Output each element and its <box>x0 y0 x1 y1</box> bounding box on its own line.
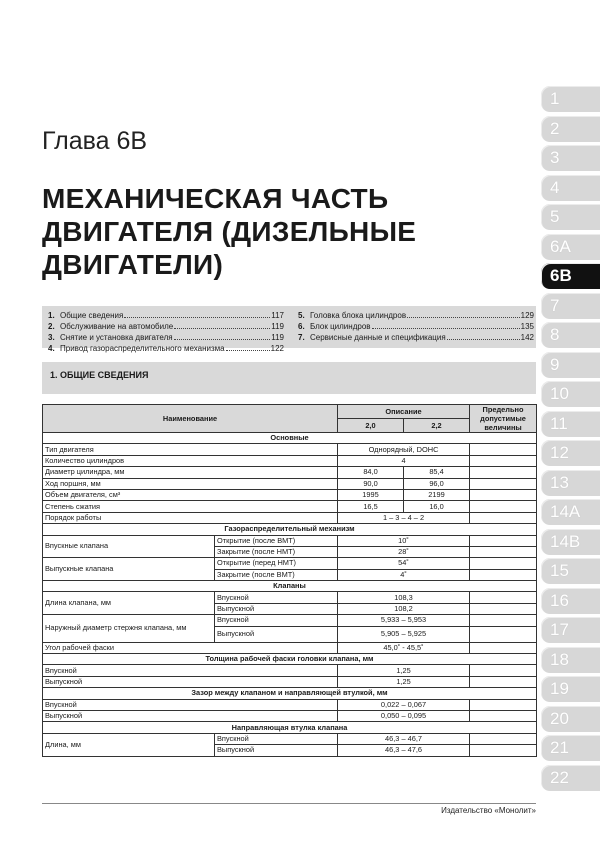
table-cell <box>470 710 537 721</box>
chapter-tab-label: 18 <box>550 649 569 669</box>
table-cell: 84,0 <box>338 467 404 478</box>
table-cell: Впускной <box>215 615 338 626</box>
chapter-tab-5[interactable] <box>541 204 600 230</box>
table-row <box>43 642 537 653</box>
table-cell: 108,2 <box>338 603 470 614</box>
title-line-1: МЕХАНИЧЕСКАЯ ЧАСТЬ <box>42 183 389 214</box>
table-cell <box>470 455 537 466</box>
table-cell <box>470 478 537 489</box>
table-cell: Степень сжатия <box>43 501 338 512</box>
table-cell <box>470 745 537 756</box>
toc-item[interactable]: 4. Привод газораспределительного механизма 122 <box>48 344 284 353</box>
table-cell: 108,3 <box>338 592 470 603</box>
table-cell: Выпускной <box>43 710 338 721</box>
table-cell: Однорядный, DOHC <box>338 444 470 455</box>
table-row <box>43 455 537 466</box>
table-row <box>43 592 537 603</box>
group-row <box>43 722 537 733</box>
table-cell: 4˚ <box>338 569 470 580</box>
table-cell: Впускной <box>43 665 338 676</box>
table-cell <box>470 642 537 653</box>
table-cell: 16,0 <box>404 501 470 512</box>
table-cell: Выпускной <box>215 626 338 642</box>
table-cell: Клапаны <box>43 581 537 592</box>
table-cell <box>470 569 537 580</box>
chapter-tab-label: 8 <box>550 325 560 344</box>
chapter-tab-label: 6A <box>550 236 571 256</box>
table-cell: Основные <box>43 433 537 444</box>
table-cell <box>470 676 537 687</box>
table-cell: Впускные клапана <box>43 535 215 558</box>
chapter-tab-3[interactable] <box>541 145 600 171</box>
table-cell: 85,4 <box>404 467 470 478</box>
chapter-tab-13[interactable] <box>541 470 600 496</box>
table-cell <box>470 489 537 500</box>
chapter-tab-label: 12 <box>550 443 569 462</box>
table-cell: 0,050 – 0,095 <box>338 710 470 721</box>
table-cell: 1,25 <box>338 665 470 676</box>
table-row <box>43 501 537 512</box>
chapter-tab-label: 6B <box>550 266 572 285</box>
chapter-tab-label: 14B <box>550 531 581 551</box>
publisher-footer: Издательство «Монолит» <box>441 806 536 815</box>
chapter-tab-label: 2 <box>550 118 560 138</box>
table-cell <box>470 512 537 523</box>
table-cell <box>470 444 537 455</box>
table-cell: Выпускной <box>215 745 338 756</box>
group-row <box>43 688 537 699</box>
chapter-tab-9[interactable] <box>541 352 600 378</box>
chapter-tab-22[interactable] <box>541 765 600 791</box>
table-cell <box>470 699 537 710</box>
chapter-tab-label: 13 <box>550 472 569 492</box>
table-cell: 90,0 <box>338 478 404 489</box>
table-cell: 2199 <box>404 489 470 500</box>
toc-item[interactable]: 6. Блок цилиндров 135 <box>298 322 534 331</box>
table-cell: Объем двигателя, см³ <box>43 489 338 500</box>
toc-item[interactable]: 7. Сервисные данные и спецификация 142 <box>298 333 534 342</box>
table-cell: Впускной <box>215 592 338 603</box>
table-cell <box>470 467 537 478</box>
table-cell: Зазор между клапаном и направляющей втулкой, мм <box>43 688 537 699</box>
table-cell: 46,3 – 46,7 <box>338 733 470 744</box>
chapter-tab-15[interactable] <box>541 558 600 584</box>
table-cell: Длина клапана, мм <box>43 592 215 615</box>
chapter-tab-20[interactable] <box>541 706 600 732</box>
table-row <box>43 710 537 721</box>
table-header-row <box>43 405 537 419</box>
table-cell <box>470 615 537 626</box>
chapter-tab-10[interactable] <box>541 381 600 407</box>
chapter-tab-6b[interactable] <box>541 263 600 289</box>
table-cell: Впускной <box>215 733 338 744</box>
chapter-tab-label: 21 <box>550 738 569 757</box>
title-line-2: ДВИГАТЕЛЯ (ДИЗЕЛЬНЫЕ <box>42 216 417 247</box>
table-cell <box>470 603 537 614</box>
table-cell <box>470 592 537 603</box>
table-row <box>43 615 537 626</box>
table-cell: 0,022 – 0,067 <box>338 699 470 710</box>
chapter-tab-1[interactable] <box>541 86 600 112</box>
table-cell: Открытие (после ВМТ) <box>215 535 338 546</box>
table-cell: 96,0 <box>404 478 470 489</box>
table-cell: 54˚ <box>338 558 470 569</box>
chapter-tab-label: 19 <box>550 679 569 698</box>
table-row <box>43 733 537 744</box>
table-cell: Выпускной <box>43 676 338 687</box>
table-cell: Ход поршня, мм <box>43 478 338 489</box>
table-row <box>43 512 537 523</box>
chapter-tab-4[interactable] <box>541 175 600 201</box>
table-row <box>43 535 537 546</box>
chapter-tab-label: 1 <box>550 89 560 108</box>
chapter-tab-label: 17 <box>550 620 569 639</box>
table-cell <box>470 535 537 546</box>
group-row <box>43 524 537 535</box>
chapter-tab-label: 14A <box>550 502 581 521</box>
table-cell: Закрытие (после НМТ) <box>215 546 338 557</box>
chapter-tab-16[interactable] <box>541 588 600 614</box>
table-cell: 1995 <box>338 489 404 500</box>
chapter-tab-label: 16 <box>550 590 569 610</box>
section-header <box>42 362 536 394</box>
header-2-2: 2,2 <box>404 419 470 433</box>
table-cell: 4 <box>338 455 470 466</box>
table-cell <box>470 665 537 676</box>
chapter-tab-label: 22 <box>550 767 569 787</box>
chapter-tab-6a[interactable] <box>541 234 600 260</box>
table-cell: Наружный диаметр стержня клапана, мм <box>43 615 215 642</box>
table-cell <box>470 626 537 642</box>
header-limit: Предельно допустимые величины <box>470 405 537 433</box>
chapter-tab-14b[interactable] <box>541 529 600 555</box>
chapter-heading: Глава 6В <box>42 127 148 155</box>
section-title: 1. ОБЩИЕ СВЕДЕНИЯ <box>50 370 149 380</box>
table-cell: 28˚ <box>338 546 470 557</box>
header-2-0: 2,0 <box>338 419 404 433</box>
chapter-tab-12[interactable] <box>541 440 600 466</box>
chapter-tab-label: 4 <box>550 177 560 197</box>
table-cell: 45,0˚ - 45,5˚ <box>338 642 470 653</box>
table-of-contents <box>42 306 536 353</box>
table-cell: 1,25 <box>338 676 470 687</box>
table-cell: 5,933 – 5,953 <box>338 615 470 626</box>
table-cell: Порядок работы <box>43 512 338 523</box>
table-cell <box>470 733 537 744</box>
table-cell: 46,3 – 47,6 <box>338 745 470 756</box>
table-row <box>43 489 537 500</box>
table-cell: Диаметр цилиндра, мм <box>43 467 338 478</box>
chapter-tab-2[interactable] <box>541 116 600 142</box>
chapter-tab-label: 7 <box>550 295 560 315</box>
table-cell: Тип двигателя <box>43 444 338 455</box>
table-cell: Направляющая втулка клапана <box>43 722 537 733</box>
table-cell: Впускной <box>43 699 338 710</box>
table-cell: Угол рабочей фаски <box>43 642 338 653</box>
header-name: Наименование <box>43 405 338 433</box>
table-cell: Количество цилиндров <box>43 455 338 466</box>
table-cell: Открытие (перед НМТ) <box>215 558 338 569</box>
chapter-tab-label: 20 <box>550 708 569 728</box>
table-cell: Закрытие (после ВМТ) <box>215 569 338 580</box>
toc-column-left <box>48 309 284 353</box>
group-row <box>43 433 537 444</box>
table-cell <box>470 546 537 557</box>
table-row <box>43 558 537 569</box>
table-row <box>43 699 537 710</box>
toc-item[interactable]: 3. Снятие и установка двигателя 119 <box>48 333 284 342</box>
chapter-tab-8[interactable] <box>541 322 600 348</box>
table-row <box>43 444 537 455</box>
chapter-tab-label: 9 <box>550 354 560 374</box>
table-cell: 1 – 3 – 4 – 2 <box>338 512 470 523</box>
chapter-tab-17[interactable] <box>541 617 600 643</box>
table-cell: Газораспределительный механизм <box>43 524 537 535</box>
table-cell: 16,5 <box>338 501 404 512</box>
table-cell: Длина, мм <box>43 733 215 756</box>
table-cell: Выпускные клапана <box>43 558 215 581</box>
group-row <box>43 581 537 592</box>
toc-item[interactable]: 2. Обслуживание на автомобиле 119 <box>48 322 284 331</box>
table-row <box>43 467 537 478</box>
chapter-tabs <box>541 86 600 794</box>
chapter-tab-14a[interactable] <box>541 499 600 525</box>
table-cell: Выпускной <box>215 603 338 614</box>
chapter-tab-label: 10 <box>550 384 569 403</box>
chapter-tab-21[interactable] <box>541 735 600 761</box>
chapter-tab-11[interactable] <box>541 411 600 437</box>
table-row <box>43 676 537 687</box>
chapter-tab-7[interactable] <box>541 293 600 319</box>
toc-column-right <box>298 309 534 342</box>
table-cell <box>470 501 537 512</box>
toc-item[interactable]: 1. Общие сведения 117 <box>48 311 284 320</box>
title-line-3: ДВИГАТЕЛИ) <box>42 249 224 280</box>
table-cell: Толщина рабочей фаски головки клапана, мм <box>43 654 537 665</box>
spec-table <box>42 404 537 757</box>
chapter-tab-19[interactable] <box>541 676 600 702</box>
chapter-tab-label: 15 <box>550 561 569 580</box>
table-cell: 5,905 – 5,925 <box>338 626 470 642</box>
table-row <box>43 665 537 676</box>
table-cell <box>470 558 537 569</box>
chapter-tab-label: 11 <box>550 413 568 433</box>
table-row <box>43 478 537 489</box>
header-description: Описание <box>338 405 470 419</box>
table-cell: 10˚ <box>338 535 470 546</box>
footer-divider <box>42 803 536 804</box>
chapter-tab-label: 3 <box>550 148 560 167</box>
chapter-tab-18[interactable] <box>541 647 600 673</box>
toc-item[interactable]: 5. Головка блока цилиндров 129 <box>298 311 534 320</box>
chapter-tab-label: 5 <box>550 207 560 226</box>
group-row <box>43 654 537 665</box>
page-title <box>42 182 512 281</box>
